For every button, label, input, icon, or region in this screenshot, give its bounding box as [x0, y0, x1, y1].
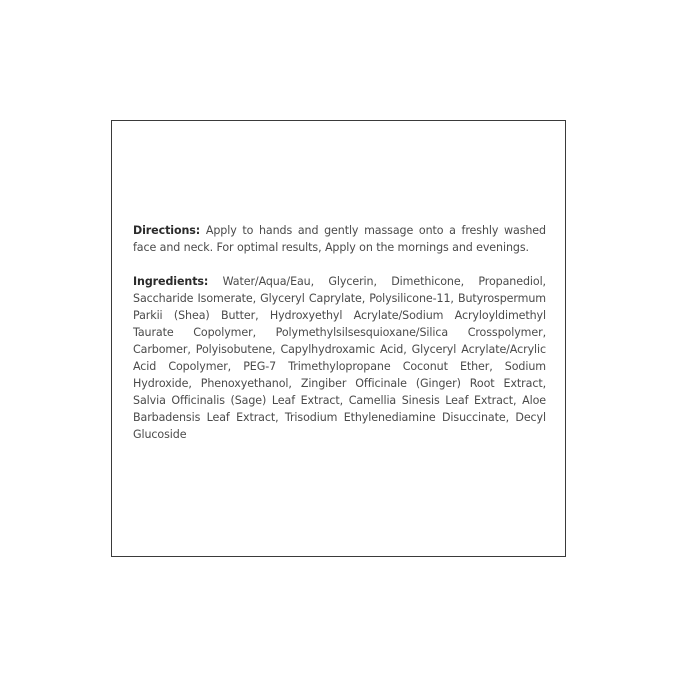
ingredients-heading: Ingredients: — [133, 275, 209, 288]
directions-text: Apply to hands and gently massage onto a freshly washed face and neck. For optimal results, Apply on the mornings and evenings. — [133, 224, 546, 254]
directions-heading: Directions: — [133, 224, 201, 237]
directions-paragraph — [133, 222, 546, 256]
ingredients-paragraph — [133, 273, 546, 443]
label-text-block — [133, 222, 546, 443]
ingredients-text: Water/Aqua/Eau, Glycerin, Dimethicone, Propanediol, Saccharide Isomerate, Glyceryl Caprylate, Polysilicone-11, Butyrospermum Parkii (Shea) Butter, Hydroxyethyl Acrylate/Sodium Acryloyldimethyl Taurate Copolymer, Polymethylsilsesquioxane/Silica Crosspolymer, Carbomer, Polyisobutene, Capylhydroxamic Acid, Glyceryl Acrylate/Acrylic Acid Copolymer, PEG-7 Trimethylopropane Coconut Ether, Sodium Hydroxide, Phenoxyethanol, Zingiber Officinale (Ginger) Root Extract, Salvia Officinalis (Sage) Leaf Extract, Camellia Sinesis Leaf Extract, Aloe Barbadensis Leaf Extract, Trisodium Ethylenediamine Disuccinate, Decyl Glucoside — [133, 275, 546, 441]
product-label-panel — [111, 120, 566, 557]
